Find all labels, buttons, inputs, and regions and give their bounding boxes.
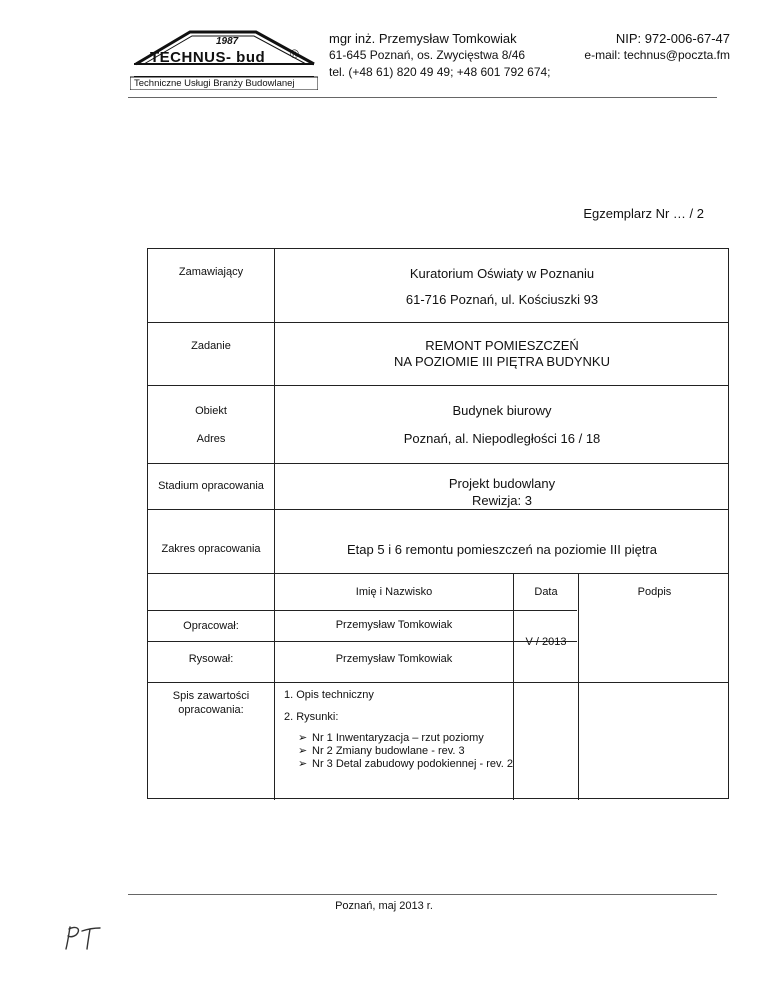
- client-name: Kuratorium Oświaty w Poznaniu: [409, 266, 595, 281]
- scope-label: Zakres opracowania: [161, 543, 261, 555]
- object-label: Obiekt: [195, 405, 227, 417]
- handwritten-initials: [60, 923, 104, 953]
- address-value: Poznań, al. Niepodległości 16 / 18: [403, 431, 601, 446]
- stage-line-1: Projekt budowlany: [448, 476, 556, 491]
- row-divider: [148, 573, 728, 574]
- col-header-date: Data: [534, 586, 558, 598]
- drawing-item: [298, 731, 484, 744]
- stage-line-2: Rewizja: 3: [472, 493, 532, 508]
- company-contact: [329, 30, 551, 81]
- object-value: Budynek biurowy: [452, 403, 552, 418]
- contents-item-1: 1. Opis techniczny: [284, 689, 374, 701]
- task-label: Zadanie: [191, 340, 231, 352]
- arrow-bullet-icon: ➢: [298, 758, 308, 770]
- drawn-name: Przemysław Tomkowiak: [335, 653, 453, 665]
- logo-year: 1987: [216, 36, 239, 47]
- header-divider: [128, 97, 717, 98]
- arrow-bullet-icon: ➢: [298, 732, 308, 744]
- company-logo: [130, 22, 318, 90]
- column-divider: [513, 573, 514, 800]
- prepared-name: Przemysław Tomkowiak: [335, 619, 453, 631]
- task-line-1: REMONT POMIESZCZEŃ: [425, 338, 579, 353]
- row-divider: [148, 682, 728, 683]
- nip-number: NIP: 972-006-67-47: [615, 31, 730, 46]
- date-value: V / 2013: [525, 636, 567, 648]
- row-divider: [148, 463, 728, 464]
- drawing-item-label: Nr 1 Inwentaryzacja – rzut poziomy: [312, 732, 484, 744]
- client-label: Zamawiający: [178, 266, 244, 278]
- logo-brand: TECHNUS- bud: [150, 49, 266, 66]
- drawn-label: Rysował:: [188, 653, 234, 665]
- company-tax-info: [584, 30, 730, 64]
- copy-number: Egzemplarz Nr … / 2: [583, 206, 704, 221]
- contents-label: Spis zawartości opracowania:: [172, 690, 250, 716]
- title-block-table: [147, 248, 729, 799]
- logo-tagline: Techniczne Usługi Branży Budowlanej: [134, 78, 295, 89]
- col-header-signature: Podpis: [637, 586, 672, 598]
- place-and-date: Poznań, maj 2013 r.: [335, 900, 433, 912]
- contents-item-2: 2. Rysunki:: [284, 711, 339, 723]
- drawing-item: [298, 744, 465, 757]
- scope-value: Etap 5 i 6 remontu pomieszczeń na poziomie III piętra: [347, 542, 657, 557]
- company-email: e-mail: technus@poczta.fm: [584, 48, 730, 62]
- row-divider: [148, 385, 728, 386]
- stage-label: Stadium opracowania: [158, 480, 264, 492]
- drawing-item-label: Nr 3 Detal zabudowy podokiennej - rev. 2: [312, 758, 513, 770]
- client-address: 61-716 Poznań, ul. Kościuszki 93: [405, 292, 599, 307]
- column-divider: [274, 249, 275, 800]
- arrow-bullet-icon: ➢: [298, 745, 308, 757]
- drawing-item: [298, 757, 513, 770]
- company-phone: tel. (+48 61) 820 49 49; +48 601 792 674;: [329, 65, 551, 79]
- footer-divider: [128, 894, 717, 895]
- prepared-label: Opracował:: [183, 620, 239, 632]
- company-address: 61-645 Poznań, os. Zwycięstwa 8/46: [329, 48, 526, 62]
- address-label: Adres: [196, 433, 226, 445]
- owner-name: mgr inż. Przemysław Tomkowiak: [329, 31, 517, 46]
- row-divider: [148, 322, 728, 323]
- column-divider: [578, 573, 579, 800]
- col-header-name: Imię i Nazwisko: [355, 586, 433, 598]
- row-divider: [148, 509, 728, 510]
- registered-mark: ®: [290, 47, 299, 61]
- drawing-item-label: Nr 2 Zmiany budowlane - rev. 3: [312, 745, 465, 757]
- task-line-2: NA POZIOMIE III PIĘTRA BUDYNKU: [394, 354, 610, 369]
